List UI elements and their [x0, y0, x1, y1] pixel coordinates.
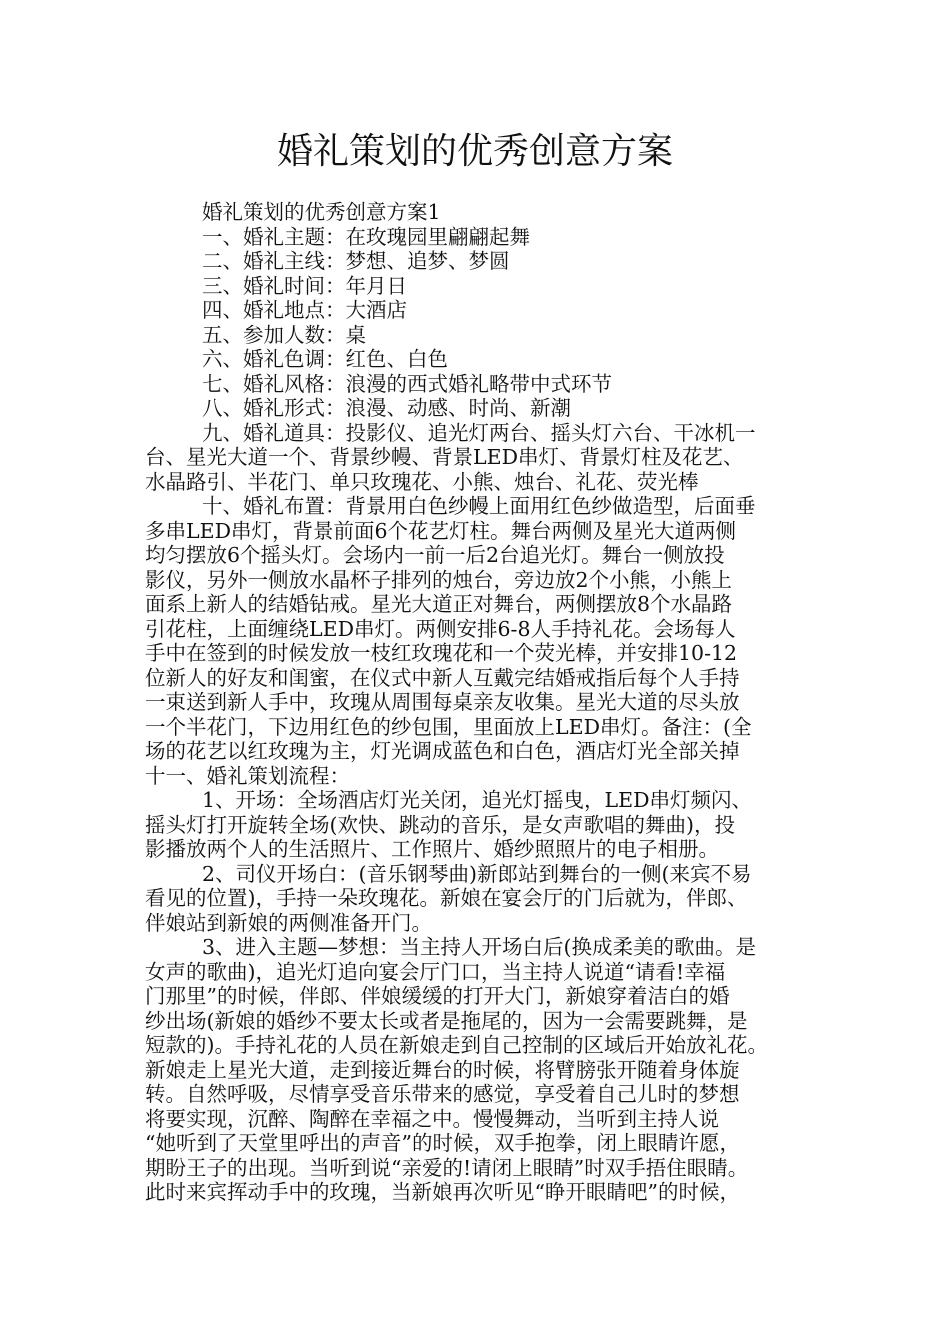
text-line: 门那里”的时候，伴郎、伴娘缓缓的打开大门，新娘穿着洁白的婚: [145, 984, 730, 1008]
text-line: 影播放两个人的生活照片、工作照片、婚纱照照片的电子相册。: [145, 837, 719, 861]
text-line: 女声的歌曲)，追光灯追向宴会厅门口，当主持人说道“请看!幸福: [145, 959, 726, 984]
text-line: 一束送到新人手中，玫瑰从周围每桌亲友收集。星光大道的尽头放: [145, 690, 740, 714]
text-line: 新娘走上星光大道，走到接近舞台的时候，将臂膀张开随着身体旋: [145, 1057, 740, 1082]
text-line: 伴娘站到新娘的两侧准备开门。: [145, 910, 432, 935]
text-line: 婚礼策划的优秀创意方案1: [202, 200, 441, 224]
text-line: 一、婚礼主题：在玫瑰园里翩翩起舞: [202, 224, 530, 249]
text-line: 影仪，另外一侧放水晶杯子排列的烛台，旁边放2个小熊，小熊上: [145, 567, 733, 592]
document-title: 婚礼策划的优秀创意方案: [276, 131, 673, 172]
text-line: “她听到了天堂里呼出的声音”的时候，双手抱拳，闭上眼睛许愿，: [145, 1131, 740, 1155]
text-line: 面系上新人的结婚钻戒。星光大道正对舞台，两侧摆放8个水晶路: [145, 592, 733, 616]
text-line: 摇头灯打开旋转全场(欢快、跳动的音乐，是女声歌唱的舞曲)，投: [145, 812, 735, 837]
text-line: 引花柱，上面缠绕LED串灯。两侧安排6-8人手持礼花。会场每人: [145, 616, 736, 641]
text-line: 3、进入主题—梦想：当主持人开场白后(换成柔美的歌曲。是: [202, 935, 757, 959]
text-line: 将要实现，沉醉、陶醉在幸福之中。慢慢舞动，当听到主持人说: [145, 1106, 719, 1131]
text-line: 场的花艺以红玫瑰为主，灯光调成蓝色和白色，酒店灯光全部关掉: [145, 739, 740, 763]
text-line: 多串LED串灯，背景前面6个花艺灯柱。舞台两侧及星光大道两侧: [145, 518, 737, 543]
text-line: 一个半花门，下边用红色的纱包围，里面放上LED串灯。备注：(全: [145, 714, 752, 739]
text-line: 八、婚礼形式：浪漫、动感、时尚、新潮: [202, 396, 571, 420]
text-line: 转。自然呼吸，尽情享受音乐带来的感觉，享受着自己儿时的梦想: [145, 1082, 740, 1106]
text-line: 均匀摆放6个摇头灯。会场内一前一后2台追光灯。舞台一侧放投: [145, 543, 725, 567]
document-body: [145, 200, 825, 1205]
text-line: 五、参加人数：桌: [202, 322, 366, 347]
text-line: 十、婚礼布置：背景用白色纱幔上面用红色纱做造型，后面垂: [202, 494, 756, 518]
text-line: 短款的)。手持礼花的人员在新娘走到自己控制的区域后开始放礼花。: [145, 1033, 768, 1057]
text-line: 四、婚礼地点：大酒店: [202, 298, 407, 322]
text-line: 二、婚礼主线：梦想、追梦、梦圆: [202, 249, 510, 273]
text-line: 七、婚礼风格：浪漫的西式婚礼略带中式环节: [202, 371, 612, 396]
text-line: 纱出场(新娘的婚纱不要太长或者是拖尾的，因为一会需要跳舞，是: [145, 1008, 748, 1033]
text-line: 九、婚礼道具：投影仪、追光灯两台、摇头灯六台、干冰机一: [202, 420, 756, 445]
text-line: 期盼王子的出现。当听到说“亲爱的!请闭上眼睛”时双手捂住眼睛。: [145, 1155, 749, 1180]
text-line: 此时来宾挥动手中的玫瑰，当新娘再次听见“睁开眼睛吧”的时候，: [145, 1180, 740, 1204]
text-line: 三、婚礼时间：年月日: [202, 273, 407, 298]
text-line: 手中在签到的时候发放一枝红玫瑰花和一个荧光棒，并安排10-12: [145, 641, 738, 665]
text-line: 水晶路引、半花门、单只玫瑰花、小熊、烛台、礼花、荧光棒: [145, 469, 699, 494]
text-line: 1、开场：全场酒店灯光关闭，追光灯摇曳，LED串灯频闪、: [202, 788, 753, 812]
text-line: 十一、婚礼策划流程：: [145, 763, 350, 788]
text-line: 六、婚礼色调：红色、白色: [202, 347, 448, 371]
text-line: 台、星光大道一个、背景纱幔、背景LED串灯、背景灯柱及花艺、: [145, 445, 744, 469]
text-line: 看见的位置)，手持一朵玫瑰花。新娘在宴会厅的门后就为，伴郎、: [145, 886, 748, 910]
text-line: 2、司仪开场白：(音乐钢琴曲)新郎站到舞台的一侧(来宾不易: [202, 861, 752, 886]
text-line: 位新人的好友和闺蜜，在仪式中新人互戴完结婚戒指后每个人手持: [145, 665, 740, 690]
